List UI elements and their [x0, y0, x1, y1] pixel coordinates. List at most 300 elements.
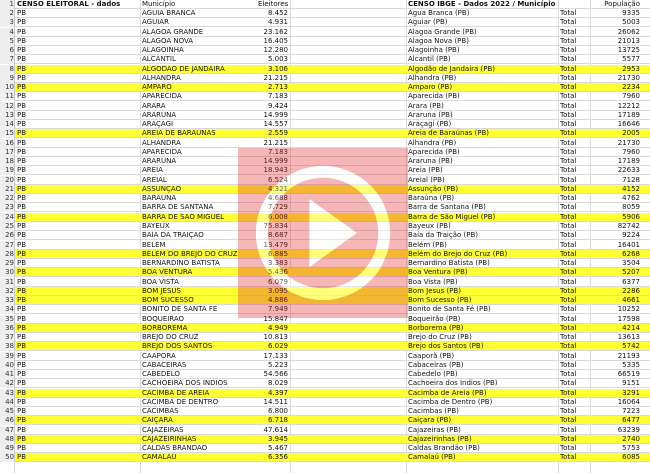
eleitores-cell[interactable]: 18.943 [263, 166, 288, 175]
ibge-municipio-cell[interactable]: Baía da Traição (PB) [408, 231, 478, 240]
ibge-municipio-cell[interactable]: Aparecida (PB) [408, 147, 460, 156]
populacao-cell[interactable]: 12212 [617, 101, 640, 110]
municipio-cell[interactable]: BOA VENTURA [142, 268, 193, 277]
eleitores-cell[interactable]: 21.215 [263, 138, 288, 147]
eleitores-cell[interactable]: 7.183 [267, 147, 288, 156]
tipo-cell[interactable]: Total [560, 444, 577, 453]
populacao-cell[interactable]: 21193 [617, 351, 640, 360]
uf-cell[interactable]: PB [17, 277, 27, 286]
tipo-cell[interactable]: Total [560, 92, 577, 101]
ibge-municipio-cell[interactable]: Alagoinha (PB) [408, 46, 460, 55]
uf-cell[interactable]: PB [17, 360, 27, 369]
municipio-cell[interactable]: AMPARO [142, 83, 172, 92]
ibge-municipio-cell[interactable]: Cacimba de Dentro (PB) [408, 397, 493, 406]
uf-cell[interactable]: PB [17, 147, 27, 156]
uf-cell[interactable]: PB [17, 240, 27, 249]
eleitores-cell[interactable]: 6.800 [267, 407, 288, 416]
eleitores-cell[interactable]: 8.452 [267, 9, 288, 17]
tipo-cell[interactable]: Total [560, 55, 577, 64]
municipio-cell[interactable]: ARARUNA [142, 157, 177, 166]
populacao-cell[interactable]: 6085 [622, 453, 640, 462]
ibge-municipio-cell[interactable]: Cabedelo (PB) [408, 370, 458, 379]
municipio-cell[interactable]: ALAGOINHA [142, 46, 184, 55]
municipio-cell[interactable]: ALAGOA GRANDE [142, 27, 204, 36]
populacao-cell[interactable]: 7960 [622, 92, 640, 101]
municipio-cell[interactable]: BONITO DE SANTA FÉ [142, 305, 218, 314]
eleitores-cell[interactable]: 4.931 [267, 18, 288, 27]
ibge-municipio-cell[interactable]: Boa Ventura (PB) [408, 268, 468, 277]
municipio-cell[interactable]: AGUIA BRANCA [142, 9, 196, 17]
uf-cell[interactable]: PB [17, 18, 27, 27]
ibge-municipio-cell[interactable]: Alcantil (PB) [408, 55, 451, 64]
ibge-municipio-cell[interactable]: Amparo (PB) [408, 83, 453, 92]
ibge-municipio-cell[interactable]: Aparecida (PB) [408, 92, 460, 101]
municipio-cell[interactable]: BOQUEIRÃO [142, 314, 185, 323]
eleitores-cell[interactable]: 23.162 [263, 27, 288, 36]
uf-cell[interactable]: PB [17, 296, 27, 305]
eleitores-cell[interactable]: 3.945 [267, 434, 288, 443]
uf-cell[interactable]: PB [17, 212, 27, 221]
populacao-cell[interactable]: 63239 [617, 425, 640, 434]
ibge-municipio-cell[interactable]: Barra de Santana (PB) [408, 203, 486, 212]
eleitores-cell[interactable]: 6.029 [267, 342, 288, 351]
uf-cell[interactable]: PB [17, 157, 27, 166]
municipio-cell[interactable]: CABACEIRAS [142, 360, 187, 369]
ibge-municipio-cell[interactable]: Areia de Baraúnas (PB) [408, 129, 490, 138]
eleitores-cell[interactable]: 6.008 [267, 212, 288, 221]
ibge-municipio-cell[interactable]: Bom Sucesso (PB) [408, 296, 472, 305]
uf-cell[interactable]: PB [17, 434, 27, 443]
municipio-cell[interactable]: CACIMBA DE AREIA [142, 388, 210, 397]
eleitores-cell[interactable]: 6.079 [267, 277, 288, 286]
tipo-cell[interactable]: Total [560, 268, 577, 277]
populacao-cell[interactable]: 16401 [617, 240, 640, 249]
tipo-cell[interactable]: Total [560, 388, 577, 397]
municipio-cell[interactable]: BREJO DOS SANTOS [142, 342, 213, 351]
municipio-cell[interactable]: BARAÚNA [142, 194, 177, 203]
header-censo-ibge[interactable]: CENSO IBGE - Dados 2022 / Município [408, 0, 556, 8]
tipo-cell[interactable]: Total [560, 379, 577, 388]
uf-cell[interactable]: PB [17, 138, 27, 147]
eleitores-cell[interactable]: 6.524 [267, 175, 288, 184]
ibge-municipio-cell[interactable]: Bernardino Batista (PB) [408, 259, 490, 268]
tipo-cell[interactable]: Total [560, 101, 577, 110]
populacao-cell[interactable]: 17189 [617, 110, 640, 119]
municipio-cell[interactable]: BERNARDINO BATISTA [142, 259, 220, 268]
tipo-cell[interactable]: Total [560, 184, 577, 193]
ibge-municipio-cell[interactable]: Areial (PB) [408, 175, 445, 184]
eleitores-cell[interactable]: 3.383 [267, 259, 288, 268]
ibge-municipio-cell[interactable]: Alhandra (PB) [408, 138, 457, 147]
ibge-municipio-cell[interactable]: Algodão de Jandaíra (PB) [408, 64, 496, 73]
tipo-cell[interactable]: Total [560, 46, 577, 55]
ibge-municipio-cell[interactable]: Araçagi (PB) [408, 120, 452, 129]
populacao-cell[interactable]: 5207 [622, 268, 640, 277]
tipo-cell[interactable]: Total [560, 434, 577, 443]
tipo-cell[interactable]: Total [560, 157, 577, 166]
municipio-cell[interactable]: AREIAL [142, 175, 167, 184]
populacao-cell[interactable]: 26062 [617, 27, 640, 36]
municipio-cell[interactable]: BELÉM DO BREJO DO CRUZ [142, 249, 238, 258]
municipio-cell[interactable]: APARECIDA [142, 147, 182, 156]
eleitores-cell[interactable]: 4.886 [267, 296, 288, 305]
eleitores-cell[interactable]: 7.729 [267, 203, 288, 212]
uf-cell[interactable]: PB [17, 416, 27, 425]
tipo-cell[interactable]: Total [560, 351, 577, 360]
eleitores-cell[interactable]: 4.397 [267, 388, 288, 397]
tipo-cell[interactable]: Total [560, 175, 577, 184]
municipio-cell[interactable]: ASSUNÇÃO [142, 184, 182, 193]
populacao-cell[interactable]: 2740 [622, 434, 640, 443]
ibge-municipio-cell[interactable]: Cachoeira dos Índios (PB) [408, 379, 498, 388]
municipio-cell[interactable]: BAÍA DA TRAIÇÃO [142, 231, 204, 240]
municipio-cell[interactable]: APARECIDA [142, 92, 182, 101]
populacao-cell[interactable]: 21730 [617, 73, 640, 82]
tipo-cell[interactable]: Total [560, 203, 577, 212]
uf-cell[interactable]: PB [17, 259, 27, 268]
populacao-cell[interactable]: 13725 [617, 46, 640, 55]
uf-cell[interactable]: PB [17, 194, 27, 203]
municipio-cell[interactable]: ALCANTIL [142, 55, 176, 64]
tipo-cell[interactable]: Total [560, 370, 577, 379]
populacao-cell[interactable]: 82742 [617, 221, 640, 230]
municipio-cell[interactable]: BOA VISTA [142, 277, 179, 286]
eleitores-cell[interactable]: 9.424 [267, 101, 288, 110]
eleitores-cell[interactable]: 54.566 [263, 370, 288, 379]
uf-cell[interactable]: PB [17, 73, 27, 82]
eleitores-cell[interactable]: 13.479 [263, 240, 288, 249]
uf-cell[interactable]: PB [17, 101, 27, 110]
tipo-cell[interactable]: Total [560, 194, 577, 203]
tipo-cell[interactable]: Total [560, 453, 577, 462]
header-eleitores[interactable]: Eleitores [258, 0, 289, 8]
uf-cell[interactable]: PB [17, 444, 27, 453]
municipio-cell[interactable]: AGUIAR [142, 18, 169, 27]
tipo-cell[interactable]: Total [560, 416, 577, 425]
eleitores-cell[interactable]: 6.885 [267, 249, 288, 258]
eleitores-cell[interactable]: 3.106 [267, 64, 288, 73]
eleitores-cell[interactable]: 12.280 [263, 46, 288, 55]
ibge-municipio-cell[interactable]: Baraúna (PB) [408, 194, 455, 203]
municipio-cell[interactable]: BELÉM [142, 240, 166, 249]
populacao-cell[interactable]: 5906 [622, 212, 640, 221]
tipo-cell[interactable]: Total [560, 305, 577, 314]
ibge-municipio-cell[interactable]: Alagoa Nova (PB) [408, 36, 469, 45]
populacao-cell[interactable]: 16646 [617, 120, 640, 129]
eleitores-cell[interactable]: 75.834 [263, 221, 288, 230]
populacao-cell[interactable]: 10252 [617, 305, 640, 314]
header-populacao[interactable]: População [604, 0, 640, 8]
tipo-cell[interactable]: Total [560, 259, 577, 268]
eleitores-cell[interactable]: 21.215 [263, 73, 288, 82]
eleitores-cell[interactable]: 2.559 [267, 129, 288, 138]
eleitores-cell[interactable]: 5.467 [267, 444, 288, 453]
tipo-cell[interactable]: Total [560, 9, 577, 17]
populacao-cell[interactable]: 6268 [622, 249, 640, 258]
uf-cell[interactable]: PB [17, 92, 27, 101]
eleitores-cell[interactable]: 3.095 [267, 286, 288, 295]
tipo-cell[interactable]: Total [560, 277, 577, 286]
municipio-cell[interactable]: BAYEUX [142, 221, 170, 230]
tipo-cell[interactable]: Total [560, 64, 577, 73]
eleitores-cell[interactable]: 14.557 [263, 120, 288, 129]
municipio-cell[interactable]: BARRA DE SANTANA [142, 203, 214, 212]
tipo-cell[interactable]: Total [560, 166, 577, 175]
tipo-cell[interactable]: Total [560, 27, 577, 36]
municipio-cell[interactable]: CALDAS BRANDÃO [142, 444, 208, 453]
municipio-cell[interactable]: CAIÇARA [142, 416, 173, 425]
municipio-cell[interactable]: AREIA [142, 166, 163, 175]
ibge-municipio-cell[interactable]: Araruna (PB) [408, 110, 453, 119]
populacao-cell[interactable]: 66519 [617, 370, 640, 379]
eleitores-cell[interactable]: 2.713 [267, 83, 288, 92]
eleitores-cell[interactable]: 14.999 [263, 157, 288, 166]
populacao-cell[interactable]: 9335 [622, 9, 640, 17]
uf-cell[interactable]: PB [17, 333, 27, 342]
ibge-municipio-cell[interactable]: Cajazeiras (PB) [408, 425, 461, 434]
ibge-municipio-cell[interactable]: Boqueirão (PB) [408, 314, 461, 323]
uf-cell[interactable]: PB [17, 268, 27, 277]
municipio-cell[interactable]: BREJO DO CRUZ [142, 333, 199, 342]
municipio-cell[interactable]: BORBOREMA [142, 323, 188, 332]
tipo-cell[interactable]: Total [560, 231, 577, 240]
eleitores-cell[interactable]: 6.718 [267, 416, 288, 425]
eleitores-cell[interactable]: 16.405 [263, 36, 288, 45]
eleitores-cell[interactable]: 14.999 [263, 110, 288, 119]
uf-cell[interactable]: PB [17, 46, 27, 55]
populacao-cell[interactable]: 7223 [622, 407, 640, 416]
uf-cell[interactable]: PB [17, 166, 27, 175]
tipo-cell[interactable]: Total [560, 138, 577, 147]
municipio-cell[interactable]: BOM SUCESSO [142, 296, 194, 305]
tipo-cell[interactable]: Total [560, 342, 577, 351]
ibge-municipio-cell[interactable]: Caiçara (PB) [408, 416, 452, 425]
tipo-cell[interactable]: Total [560, 212, 577, 221]
populacao-cell[interactable]: 2234 [622, 83, 640, 92]
ibge-municipio-cell[interactable]: Cacimbas (PB) [408, 407, 459, 416]
ibge-municipio-cell[interactable]: Aguiar (PB) [408, 18, 448, 27]
eleitores-cell[interactable]: 17.133 [263, 351, 288, 360]
tipo-cell[interactable]: Total [560, 18, 577, 27]
ibge-municipio-cell[interactable]: Borborema (PB) [408, 323, 464, 332]
eleitores-cell[interactable]: 7.183 [267, 92, 288, 101]
ibge-municipio-cell[interactable]: Bonito de Santa Fé (PB) [408, 305, 491, 314]
municipio-cell[interactable]: ALHANDRA [142, 73, 181, 82]
uf-cell[interactable]: PB [17, 286, 27, 295]
ibge-municipio-cell[interactable]: Cabaceiras (PB) [408, 360, 464, 369]
uf-cell[interactable]: PB [17, 370, 27, 379]
populacao-cell[interactable]: 9151 [622, 379, 640, 388]
ibge-municipio-cell[interactable]: Boa Vista (PB) [408, 277, 458, 286]
uf-cell[interactable]: PB [17, 249, 27, 258]
tipo-cell[interactable]: Total [560, 314, 577, 323]
ibge-municipio-cell[interactable]: Brejo do Cruz (PB) [408, 333, 472, 342]
uf-cell[interactable]: PB [17, 323, 27, 332]
municipio-cell[interactable]: CAAPORÃ [142, 351, 176, 360]
uf-cell[interactable]: PB [17, 453, 27, 462]
uf-cell[interactable]: PB [17, 351, 27, 360]
populacao-cell[interactable]: 5753 [622, 444, 640, 453]
populacao-cell[interactable]: 4661 [622, 296, 640, 305]
municipio-cell[interactable]: CACIMBAS [142, 407, 179, 416]
ibge-municipio-cell[interactable]: Belém (PB) [408, 240, 447, 249]
populacao-cell[interactable]: 5335 [622, 360, 640, 369]
populacao-cell[interactable]: 9224 [622, 231, 640, 240]
ibge-municipio-cell[interactable]: Belém do Brejo do Cruz (PB) [408, 249, 508, 258]
row-number: 42 [0, 379, 15, 388]
uf-cell[interactable]: PB [17, 305, 27, 314]
uf-cell[interactable]: PB [17, 129, 27, 138]
populacao-cell[interactable]: 6377 [622, 277, 640, 286]
tipo-cell[interactable]: Total [560, 36, 577, 45]
tipo-cell[interactable]: Total [560, 323, 577, 332]
eleitores-cell[interactable]: 15.847 [263, 314, 288, 323]
tipo-cell[interactable]: Total [560, 240, 577, 249]
header-censo-eleitoral[interactable]: CENSO ELEITORAL - dados [17, 0, 121, 8]
uf-cell[interactable]: PB [17, 425, 27, 434]
uf-cell[interactable]: PB [17, 55, 27, 64]
tipo-cell[interactable]: Total [560, 333, 577, 342]
municipio-cell[interactable]: ARAÇAGI [142, 120, 174, 129]
populacao-cell[interactable]: 4152 [622, 184, 640, 193]
eleitores-cell[interactable]: 5.003 [267, 55, 288, 64]
eleitores-cell[interactable]: 7.949 [267, 305, 288, 314]
uf-cell[interactable]: PB [17, 342, 27, 351]
populacao-cell[interactable]: 5577 [622, 55, 640, 64]
ibge-municipio-cell[interactable]: Araruna (PB) [408, 157, 453, 166]
ibge-municipio-cell[interactable]: Alhandra (PB) [408, 73, 457, 82]
municipio-cell[interactable]: AREIA DE BARAÚNAS [142, 129, 216, 138]
tipo-cell[interactable]: Total [560, 110, 577, 119]
eleitores-cell[interactable]: 4.949 [267, 323, 288, 332]
municipio-cell[interactable]: CACIMBA DE DENTRO [142, 397, 219, 406]
uf-cell[interactable]: PB [17, 175, 27, 184]
tipo-cell[interactable]: Total [560, 360, 577, 369]
populacao-cell[interactable]: 7960 [622, 147, 640, 156]
uf-cell[interactable]: PB [17, 231, 27, 240]
ibge-municipio-cell[interactable]: Alagoa Grande (PB) [408, 27, 477, 36]
uf-cell[interactable]: PB [17, 379, 27, 388]
eleitores-cell[interactable]: 10.813 [263, 333, 288, 342]
eleitores-cell[interactable]: 8.687 [267, 231, 288, 240]
populacao-cell[interactable]: 5742 [622, 342, 640, 351]
populacao-cell[interactable]: 3504 [622, 259, 640, 268]
municipio-cell[interactable]: BOM JESUS [142, 286, 181, 295]
municipio-cell[interactable]: ARARUNA [142, 110, 177, 119]
tipo-cell[interactable]: Total [560, 73, 577, 82]
uf-cell[interactable]: PB [17, 27, 27, 36]
uf-cell[interactable]: PB [17, 9, 27, 17]
tipo-cell[interactable]: Total [560, 129, 577, 138]
eleitores-cell[interactable]: 4.688 [267, 194, 288, 203]
header-municipio[interactable]: Município [142, 0, 176, 8]
ibge-municipio-cell[interactable]: Assunção (PB) [408, 184, 459, 193]
tipo-cell[interactable]: Total [560, 221, 577, 230]
ibge-municipio-cell[interactable]: Cajazeirinhas (PB) [408, 434, 472, 443]
uf-cell[interactable]: PB [17, 203, 27, 212]
populacao-cell[interactable]: 17598 [617, 314, 640, 323]
uf-cell[interactable]: PB [17, 388, 27, 397]
uf-cell[interactable]: PB [17, 397, 27, 406]
municipio-cell[interactable]: CACHOEIRA DOS INDIOS [142, 379, 228, 388]
ibge-municipio-cell[interactable]: Água Branca (PB) [408, 9, 470, 17]
municipio-cell[interactable]: ALHANDRA [142, 138, 181, 147]
tipo-cell[interactable]: Total [560, 397, 577, 406]
populacao-cell[interactable]: 21013 [617, 36, 640, 45]
populacao-cell[interactable]: 3291 [622, 388, 640, 397]
eleitores-cell[interactable]: 47.614 [263, 425, 288, 434]
tipo-cell[interactable]: Total [560, 83, 577, 92]
populacao-cell[interactable]: 22633 [617, 166, 640, 175]
populacao-cell[interactable]: 2286 [622, 286, 640, 295]
populacao-cell[interactable]: 5003 [622, 18, 640, 27]
ibge-municipio-cell[interactable]: Bom Jesus (PB) [408, 286, 461, 295]
uf-cell[interactable]: PB [17, 120, 27, 129]
municipio-cell[interactable]: CAJAZEIRAS [142, 425, 184, 434]
ibge-municipio-cell[interactable]: Bayeux (PB) [408, 221, 451, 230]
eleitores-cell[interactable]: 14.511 [263, 397, 288, 406]
uf-cell[interactable]: PB [17, 64, 27, 73]
ibge-municipio-cell[interactable]: Brejo dos Santos (PB) [408, 342, 484, 351]
populacao-cell[interactable]: 8059 [622, 203, 640, 212]
populacao-cell[interactable]: 21730 [617, 138, 640, 147]
municipio-cell[interactable]: BARRA DE SÃO MIGUEL [142, 212, 225, 221]
uf-cell[interactable]: PB [17, 184, 27, 193]
tipo-cell[interactable]: Total [560, 147, 577, 156]
tipo-cell[interactable]: Total [560, 286, 577, 295]
municipio-cell[interactable]: ARARA [142, 101, 166, 110]
eleitores-cell[interactable]: 5.436 [267, 268, 288, 277]
populacao-cell[interactable]: 2953 [622, 64, 640, 73]
municipio-cell[interactable]: CAJAZEIRINHAS [142, 434, 197, 443]
populacao-cell[interactable]: 7128 [622, 175, 640, 184]
tipo-cell[interactable]: Total [560, 425, 577, 434]
populacao-cell[interactable]: 13613 [617, 333, 640, 342]
populacao-cell[interactable]: 6477 [622, 416, 640, 425]
ibge-municipio-cell[interactable]: Barra de São Miguel (PB) [408, 212, 496, 221]
tipo-cell[interactable]: Total [560, 296, 577, 305]
eleitores-cell[interactable]: 8.029 [267, 379, 288, 388]
eleitores-cell[interactable]: 6.356 [267, 453, 288, 462]
populacao-cell[interactable]: 4214 [622, 323, 640, 332]
populacao-cell[interactable]: 16064 [617, 397, 640, 406]
populacao-cell[interactable]: 2005 [622, 129, 640, 138]
ibge-municipio-cell[interactable]: Areia (PB) [408, 166, 443, 175]
uf-cell[interactable]: PB [17, 221, 27, 230]
ibge-municipio-cell[interactable]: Caaporã (PB) [408, 351, 455, 360]
tipo-cell[interactable]: Total [560, 249, 577, 258]
municipio-cell[interactable]: ALGODÃO DE JANDAIRA [142, 64, 225, 73]
municipio-cell[interactable]: CAMALAÚ [142, 453, 177, 462]
uf-cell[interactable]: PB [17, 407, 27, 416]
ibge-municipio-cell[interactable]: Arara (PB) [408, 101, 444, 110]
uf-cell[interactable]: PB [17, 36, 27, 45]
ibge-municipio-cell[interactable]: Camalaú (PB) [408, 453, 456, 462]
uf-cell[interactable]: PB [17, 314, 27, 323]
ibge-municipio-cell[interactable]: Caldas Brandão (PB) [408, 444, 480, 453]
eleitores-cell[interactable]: 5.223 [267, 360, 288, 369]
populacao-cell[interactable]: 4762 [622, 194, 640, 203]
eleitores-cell[interactable]: 4.321 [267, 184, 288, 193]
municipio-cell[interactable]: CABEDELO [142, 370, 180, 379]
tipo-cell[interactable]: Total [560, 407, 577, 416]
uf-cell[interactable]: PB [17, 83, 27, 92]
populacao-cell[interactable]: 17189 [617, 157, 640, 166]
municipio-cell[interactable]: ALAGOA NOVA [142, 36, 194, 45]
ibge-municipio-cell[interactable]: Cacimba de Areia (PB) [408, 388, 487, 397]
tipo-cell[interactable]: Total [560, 120, 577, 129]
uf-cell[interactable]: PB [17, 110, 27, 119]
